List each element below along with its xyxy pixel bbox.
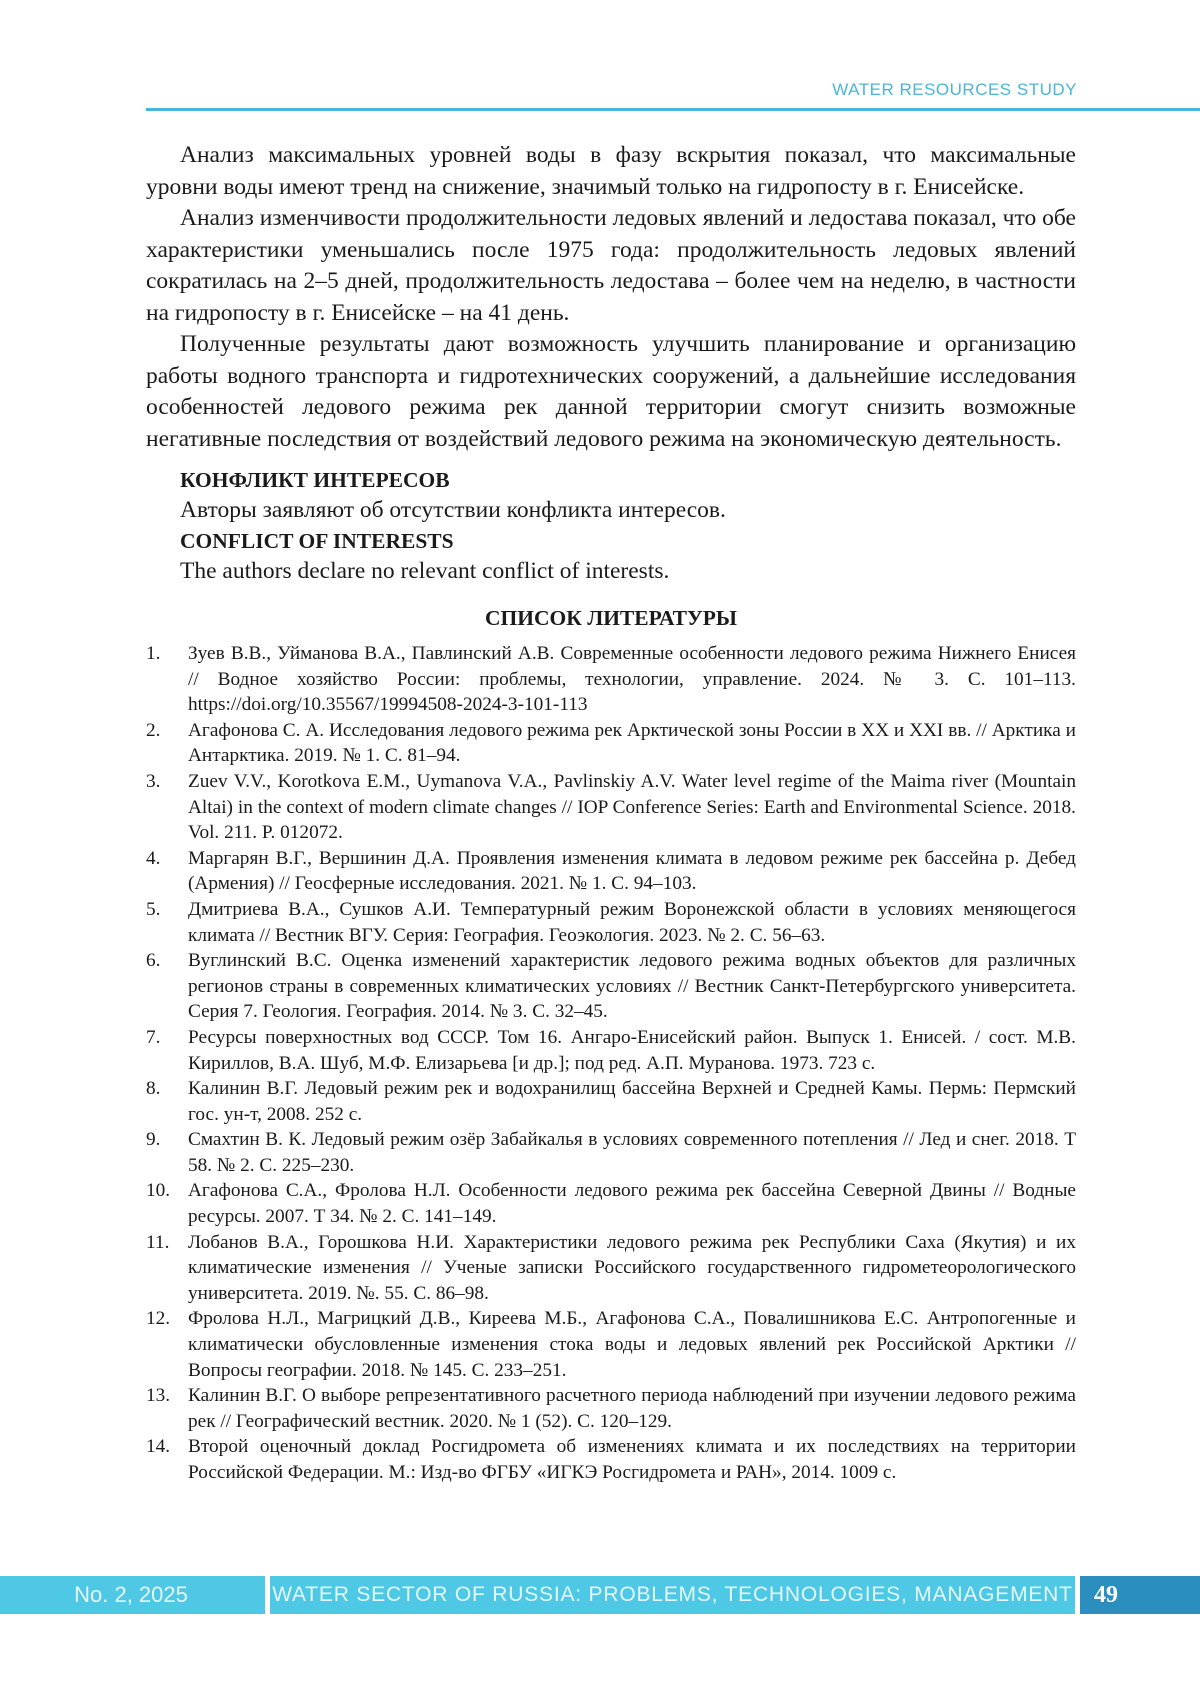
reference-text: Второй оценочный доклад Росгидромета об изменениях климата и их последствиях на территории Российской Федерации. М.: Изд-во ФГБУ «ИГКЭ Росгидромета и РАН», 2014. 1009 с. (188, 1436, 1076, 1483)
reference-number: 11. (146, 1231, 170, 1253)
reference-number: 2. (146, 719, 161, 741)
reference-number: 3. (146, 770, 161, 792)
reference-number: 1. (146, 643, 161, 664)
page-number: 49 (1080, 1576, 1200, 1614)
conflict-heading-en: CONFLICT OF INTERESTS (180, 529, 454, 553)
reference-number: 10. (146, 1180, 171, 1202)
reference-item (146, 948, 1076, 1025)
reference-text: Ресурсы поверхностных вод СССР. Том 16. Ангаро-Енисейский район. Выпуск 1. Енисей. / сост. М.В. Кириллов, В.А. Шуб, М.Ф. Елизарьева [и др.]; под ред. А.П. Муранова. 1973. 723 с. (188, 1026, 1076, 1074)
body-paragraph: Анализ изменчивости продолжительности ледовых явлений и ледостава показал, что обе характеристики уменьшались после 1975 года: продолжительность ледовых явлений сократилась на 2–5 дней, продолжительность ледостава – более чем на неделю, в частности на гидропосту в г. Енисейске – на 41 день. (146, 205, 1076, 326)
references-list (146, 641, 1076, 1486)
reference-text: Агафонова С. А. Исследования ледового режима рек Арктической зоны России в XX и XXI вв. // Арктика и Антарктика. 2019. № 1. С. 81–94. (188, 719, 1076, 767)
reference-text: Калинин В.Г. О выборе репрезентативного расчетного периода наблюдений при изучении ледового режима рек // Географический вестник. 2020. № 1 (52). С. 120–129. (188, 1385, 1076, 1432)
reference-text: Калинин В.Г. Ледовый режим рек и водохранилищ бассейна Верхней и Средней Камы. Пермь: Пермский гос. ун-т, 2008. 252 с. (188, 1078, 1076, 1125)
reference-item (146, 1383, 1076, 1434)
reference-item (146, 1434, 1076, 1485)
reference-number: 7. (146, 1026, 161, 1048)
reference-number: 4. (146, 847, 161, 869)
body-paragraph: Полученные результаты дают возможность улучшить планирование и организацию работы водного транспорта и гидротехнических сооружений, а дальнейшие исследования особенностей ледового режима рек данной территории смогут снизить возможные негативные последствия от воздействий ледового режима на экономическую деятельность. (146, 331, 1076, 452)
reference-text: Зуев В.В., Уйманова В.А., Павлинский А.В. Современные особенности ледового режима Нижнего Енисея // Водное хозяйство России: проблемы, технологии, управление. 2024. № 3. С. 101–113. https://doi.org/10.35567/19994508-2024-3-101-113 (188, 643, 1076, 716)
references-title: СПИСОК ЛИТЕРАТУРЫ (485, 606, 737, 630)
reference-number: 6. (146, 950, 161, 972)
reference-text: Смахтин В. К. Ледовый режим озёр Забайкалья в условиях современного потепления // Лед и снег. 2018. Т 58. № 2. С. 225–230. (188, 1129, 1076, 1176)
reference-item (146, 769, 1076, 846)
reference-number: 14. (146, 1436, 171, 1458)
conflict-text-ru: Авторы заявляют об отсутствии конфликта интересов. (180, 497, 726, 523)
reference-item (146, 1025, 1076, 1076)
reference-number: 12. (146, 1308, 171, 1330)
reference-text: Дмитриева В.А., Сушков А.И. Температурный режим Воронежской области в условиях меняющегося климата // Вестник ВГУ. Серия: География. Геоэкология. 2023. № 2. С. 56–63. (188, 898, 1076, 946)
reference-number: 13. (146, 1385, 171, 1407)
conflict-text-en: The authors declare no relevant conflict of interests. (180, 558, 670, 584)
reference-item (146, 718, 1076, 769)
footer-journal-title: WATER SECTOR OF RUSSIA: PROBLEMS, TECHNOLOGIES, MANAGEMENT (272, 1583, 1073, 1606)
reference-number: 5. (146, 898, 161, 920)
reference-text: Вуглинский В.С. Оценка изменений характеристик ледового режима водных объектов для различных регионов страны в современных климатических условиях // Вестник Санкт-Петербургского университета. Серия 7. Геология. География. 2014. № 3. С. 32–45. (188, 950, 1076, 1023)
reference-number: 8. (146, 1078, 161, 1100)
reference-text: Фролова Н.Л., Магрицкий Д.В., Киреева М.Б., Агафонова С.А., Повалишникова Е.С. Антропогенные и климатически обусловленные изменения стока воды и ледовых явлений рек Российской Арктики // Вопросы географии. 2018. № 145. С. 233–251. (188, 1308, 1076, 1381)
body-paragraph: Анализ максимальных уровней воды в фазу вскрытия показал, что максимальные уровни воды имеют тренд на снижение, значимый только на гидропосту в г. Енисейске. (146, 142, 1076, 200)
reference-text: Zuev V.V., Korotkova E.M., Uymanova V.A., Pavlinskiy A.V. Water level regime of the Maima river (Mountain Altai) in the context of modern climate changes // IOP Conference Series: Earth and Environmental Science. 2018. Vol. 211. P. 012072. (188, 770, 1076, 844)
reference-number: 9. (146, 1129, 161, 1151)
header-rule (146, 108, 1200, 111)
reference-item (146, 1306, 1076, 1383)
reference-item (146, 1076, 1076, 1127)
reference-item (146, 1178, 1076, 1229)
reference-text: Маргарян В.Г., Вершинин Д.А. Проявления изменения климата в ледовом режиме рек бассейна р. Дебед (Армения) // Геосферные исследования. 2021. № 1. С. 94–103. (188, 847, 1076, 895)
reference-item (146, 641, 1076, 718)
reference-item (146, 1230, 1076, 1307)
page-content (146, 140, 1076, 1486)
conflict-heading-ru: КОНФЛИКТ ИНТЕРЕСОВ (180, 468, 450, 492)
reference-text: Агафонова С.А., Фролова Н.Л. Особенности ледового режима рек бассейна Северной Двины // Водные ресурсы. 2007. Т 34. № 2. С. 141–149. (188, 1180, 1076, 1228)
footer-bar (0, 1576, 1200, 1614)
footer-issue: No. 2, 2025 (74, 1582, 188, 1607)
running-header: WATER RESOURCES STUDY (832, 80, 1077, 99)
reference-text: Лобанов В.А., Горошкова Н.И. Характеристики ледового режима рек Республики Саха (Якутия) и их климатические изменения // Ученые записки Российского государственного гидрометеорологического университета. 2019. №. 55. С. 86–98. (188, 1231, 1076, 1304)
reference-item (146, 1127, 1076, 1178)
reference-item (146, 846, 1076, 897)
reference-item (146, 897, 1076, 948)
